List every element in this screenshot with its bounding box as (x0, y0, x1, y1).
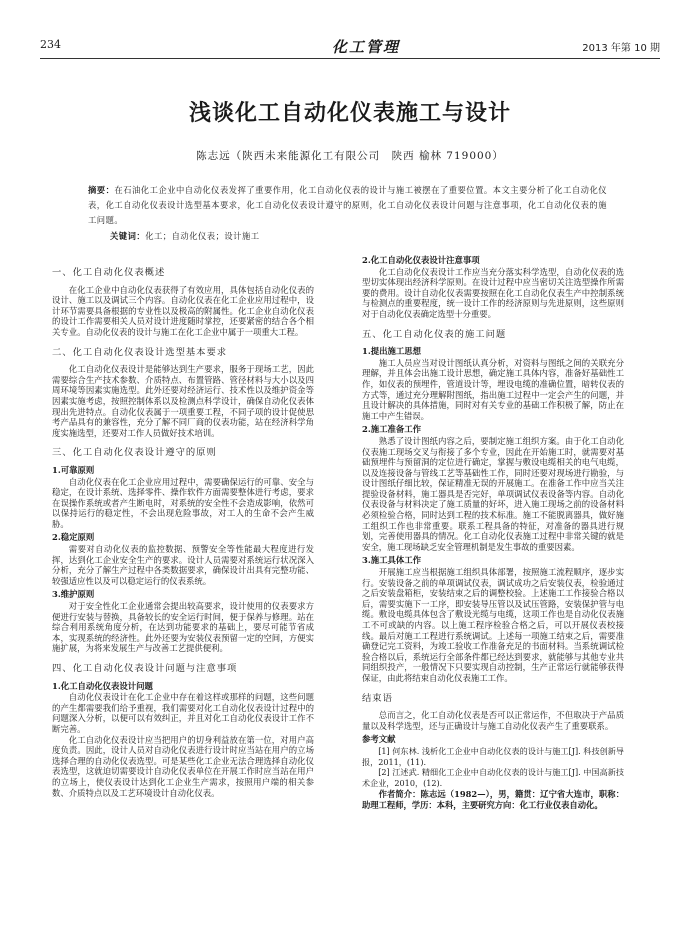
subsection-heading: 1.化工自动化仪表设计问题 (52, 680, 153, 691)
subsection-heading: 1.提出施工思想 (362, 346, 421, 357)
left-column (52, 258, 314, 798)
paragraph: 化工自动化仪表设计是能够达到生产要求，服务于现场工艺，因此需要综合生产技术参数、介质特点、布置管路、管径材料与大小以及四周环境等因素实施选型。此外还要对经济运行、技术性以及维护资金等因素实施考虑，按照控制体系以及检测点科学设计，确保自动化仪表体现出先进特点。自动化仪表属于一项重要工程，不同子项的设计促使思考产品具有的兼容性，充分了解不同厂商的仪表功能，站在经济科学角度实施选型，还要对工作人员做好技术培训。 (52, 364, 314, 438)
section-heading: 五、化工自动化仪表的施工问题 (362, 328, 507, 340)
reference-item: [1] 何东林. 浅析化工企业中自动化仪表的设计与施工[J]. 科技创新导报，2011，(11). (362, 745, 624, 767)
section-heading: 一、化工自动化仪表概述 (52, 267, 166, 278)
paragraph: 化工自动化仪表设计应当把用户的切身利益放在第一位，对用户高度负责。因此，设计人员对自动化仪表进行设计时应当站在用户的立场选择合理的自动化仪表选型。可是某些化工企业无法合理选择自动化仪表选型，这就迫切需要设计自动化仪表单位在开展工作时应当站在用户的立场上，使仪表设计达到化工企业生产需求，按照用户端的相关参数、介质特点以及工艺环境设计自动化仪表。 (52, 734, 314, 798)
author-line: 陈志远（陕西未来能源化工有限公司 陕西 榆林 719000） (196, 150, 504, 162)
right-column (362, 252, 624, 811)
subsection-heading: 2.化工自动化仪表设计注意事项 (362, 255, 480, 265)
paragraph: 对于安全性化工企业通常会提出较高要求，设计使用的仪表要求方便进行安装与替换，具备较长的安全运行时间，便于保养与修理。站在综合利用系统角度分析，在达到功能要求的基础上，要尽可能节省成本，实现系统的经济性。此外还要为安装仪表预留一定的空间，方便实施扩展，为将来发展生产与改善工艺提供便利。 (52, 601, 314, 654)
header-rule (40, 58, 660, 59)
keywords-text: 化工；自动化仪表；设计施工 (145, 231, 260, 241)
section-heading: 三、化工自动化仪表设计遵守的原则 (52, 447, 217, 459)
subsection-heading: 1.可靠原则 (52, 464, 95, 475)
issue-label: 2013 年第 10 期 (582, 43, 660, 54)
paragraph: 化工自动化仪表设计工作应当充分落实科学选型，自动化仪表的选型切实体现出经济科学原则。在设计过程中应当密切关注选型操作所需要的费用。设计自动化仪表需要按照在化工自动化仪表生产中控制系统与检测点的重要程度，统一设计工作的经济原则与先进原则，这些原则对于自动化仪表确定选型十分重要。 (362, 266, 624, 319)
journal-title: 化工管理 (332, 38, 401, 56)
page-header (40, 36, 660, 56)
paragraph: 在化工企业中自动化仪表获得了有效应用，具体包括自动化仪表的设计、施工以及调试三个内容。自动化仪表在化工企业应用过程中，设计环节需要具备根据的专业性以及极高的附属性。化工企业自动化仪表的设计工作需要相关人员对设计进度随时掌控，还要紧密的结合各个相关专业。自动化仪表的设计与施工在化工企业中属于一项重大工程。 (52, 284, 314, 337)
paragraph: 自动化仪表设计在化工企业中存在着这样或那样的问题，这些问题的产生都需要我们给予重视，我们需要对化工自动化仪表设计过程中的问题深入分析，以便可以有效纠正，并且对化工自动化仪表设计工作不断完善。 (52, 692, 314, 734)
abstract (88, 183, 612, 228)
references-heading: 参考文献 (362, 734, 396, 745)
paragraph: 开展施工应当根据施工组织具体部署，按照施工流程顺序，逐步实行。安装设备之前的单项调试仪表，调试成功之后安装仪表，检验通过之后安装盘箱柜，安装结束之后的调整校验。上述施工工作接验合格以后，需要实施下一工序，即安装导压管以及试压管路，安装保护管与电缆。敷设电缆具体包含了敷设光缆与电缆，这项工作也是自动化仪表施工不可或缺的内容。以上施工程序检验合格之后，可以开展仪表校接线。最后对施工工程进行系统调试。上述每一项施工结束之后，需要准确登记完工资料，为竣工验收工作准备充足的书面材料。当系统调试检验合格以后，系统运行全部条件都已经达到要求，就能够与其他专业共同组织投产，一般情况下只要实现自动控制，生产正常运行就能够获得保证，由此将结束自动化仪表施工工作。 (362, 567, 624, 683)
reference-item: [2] 江述武. 精细化工企业中自动化仪表的设计与施工[J]. 中国高新技术企业，2010，(12). (362, 767, 624, 788)
section-heading: 二、化工自动化仪表设计选型基本要求 (52, 346, 228, 358)
section-heading: 结束语 (362, 692, 393, 704)
subsection-heading: 2.稳定原则 (52, 532, 95, 543)
paragraph: 熟悉了设计图纸内容之后，要制定施工组织方案。由于化工自动化仪表施工现场交叉与衔接了多个专业，因此在开始施工时，就需要对基础预埋件与预留洞的定位进行确定，掌握与敷设电缆相关的电气电缆，以及连接设备与管线工艺等基础性工作，同时还要对现场进行勘验，与设计图纸仔细比较，保证精准无误的开展施工。在准备工作中应当关注提验设备材料，施工器具是否完好，单项调试仪表设备等内容。自动化仪表设备与材料决定了施工质量的好坏，进入施工现场之前的设备材料必须检验合格，同时达到工程的技术标准。施工不能脱离器具，做好施工组织工作也非常重要。联系工程具备的特征，对准备的器具进行规划，完善使用器具的情况。化工自动化仪表施工过程中非常关键的就是安全，施工现场缺乏安全管理机制是发生事故的重要因素。 (362, 435, 624, 552)
paragraph: 施工人员应当对设计图纸认真分析，对资料与图纸之间的关联充分理解，并且体会出施工设计思想，确定施工具体内容，准备好基础性工作，如仪表的预埋件，管道设计等，埋设电缆的准确位置，暗转仪表的方式等，通过充分理解附图纸，指出施工过程中一定会产生的问题，并且设计解决的具体措施，同时对有关专业的基础工作积极了解，防止在施工中产生错误。 (362, 357, 624, 421)
article-title: 浅谈化工自动化仪表施工与设计 (188, 100, 511, 126)
keywords-label: 关键词： (110, 231, 146, 241)
subsection-heading: 3.施工具体工作 (362, 555, 421, 566)
keywords (110, 230, 260, 242)
author-bio: 作者简介：陈志远（1982—），男，籍贯：辽宁省大连市，职称：助理工程师，学历：本科，主要研究方向：化工行业仪表自动化。 (362, 789, 624, 810)
page-number: 234 (40, 38, 61, 51)
subsection-heading: 2.施工准备工作 (362, 424, 421, 435)
section-heading: 四、化工自动化仪表设计问题与注意事项 (52, 663, 238, 674)
abstract-label: 摘要： (88, 185, 115, 195)
subsection-heading: 3.维护原则 (52, 589, 95, 600)
paragraph: 需要对自动化仪表的监控数据、预警安全等性能最大程度进行发挥，达到化工企业安全生产的要求。设计人员需要对系统运行状况深入分析，充分了解生产过程中各类数据要求，确保设计出具有完整功能、较强适应性以及可以稳定运行的仪表系统。 (52, 544, 314, 586)
paragraph: 自动化仪表在化工企业应用过程中，需要确保运行的可靠、安全与稳定，在设计系统、选择零件、操作软件方面需要整体进行考虑，要求在误操作系统或者产生断电时，对系统的安全性不会造成影响，依然可以保持运行的稳定性，不会出现危险事故，对工人的生命不会产生威胁。 (52, 476, 314, 529)
paragraph: 总而言之，化工自动化仪表是否可以正常运作，不但取决于产品质量以及科学选型，还与正确设计与施工自动化仪表产生了重要联系。 (362, 710, 624, 731)
abstract-text: 在石油化工企业中自动化仪表发挥了重要作用，化工自动化仪表的设计与施工被摆在了重要位置。本文主要分析了化工自动化仪表，化工自动化仪表设计选型基本要求，化工自动化仪表设计遵守的原则，化工自动化仪表设计问题与注意事项，化工自动化仪表的施工问题。 (88, 185, 608, 225)
